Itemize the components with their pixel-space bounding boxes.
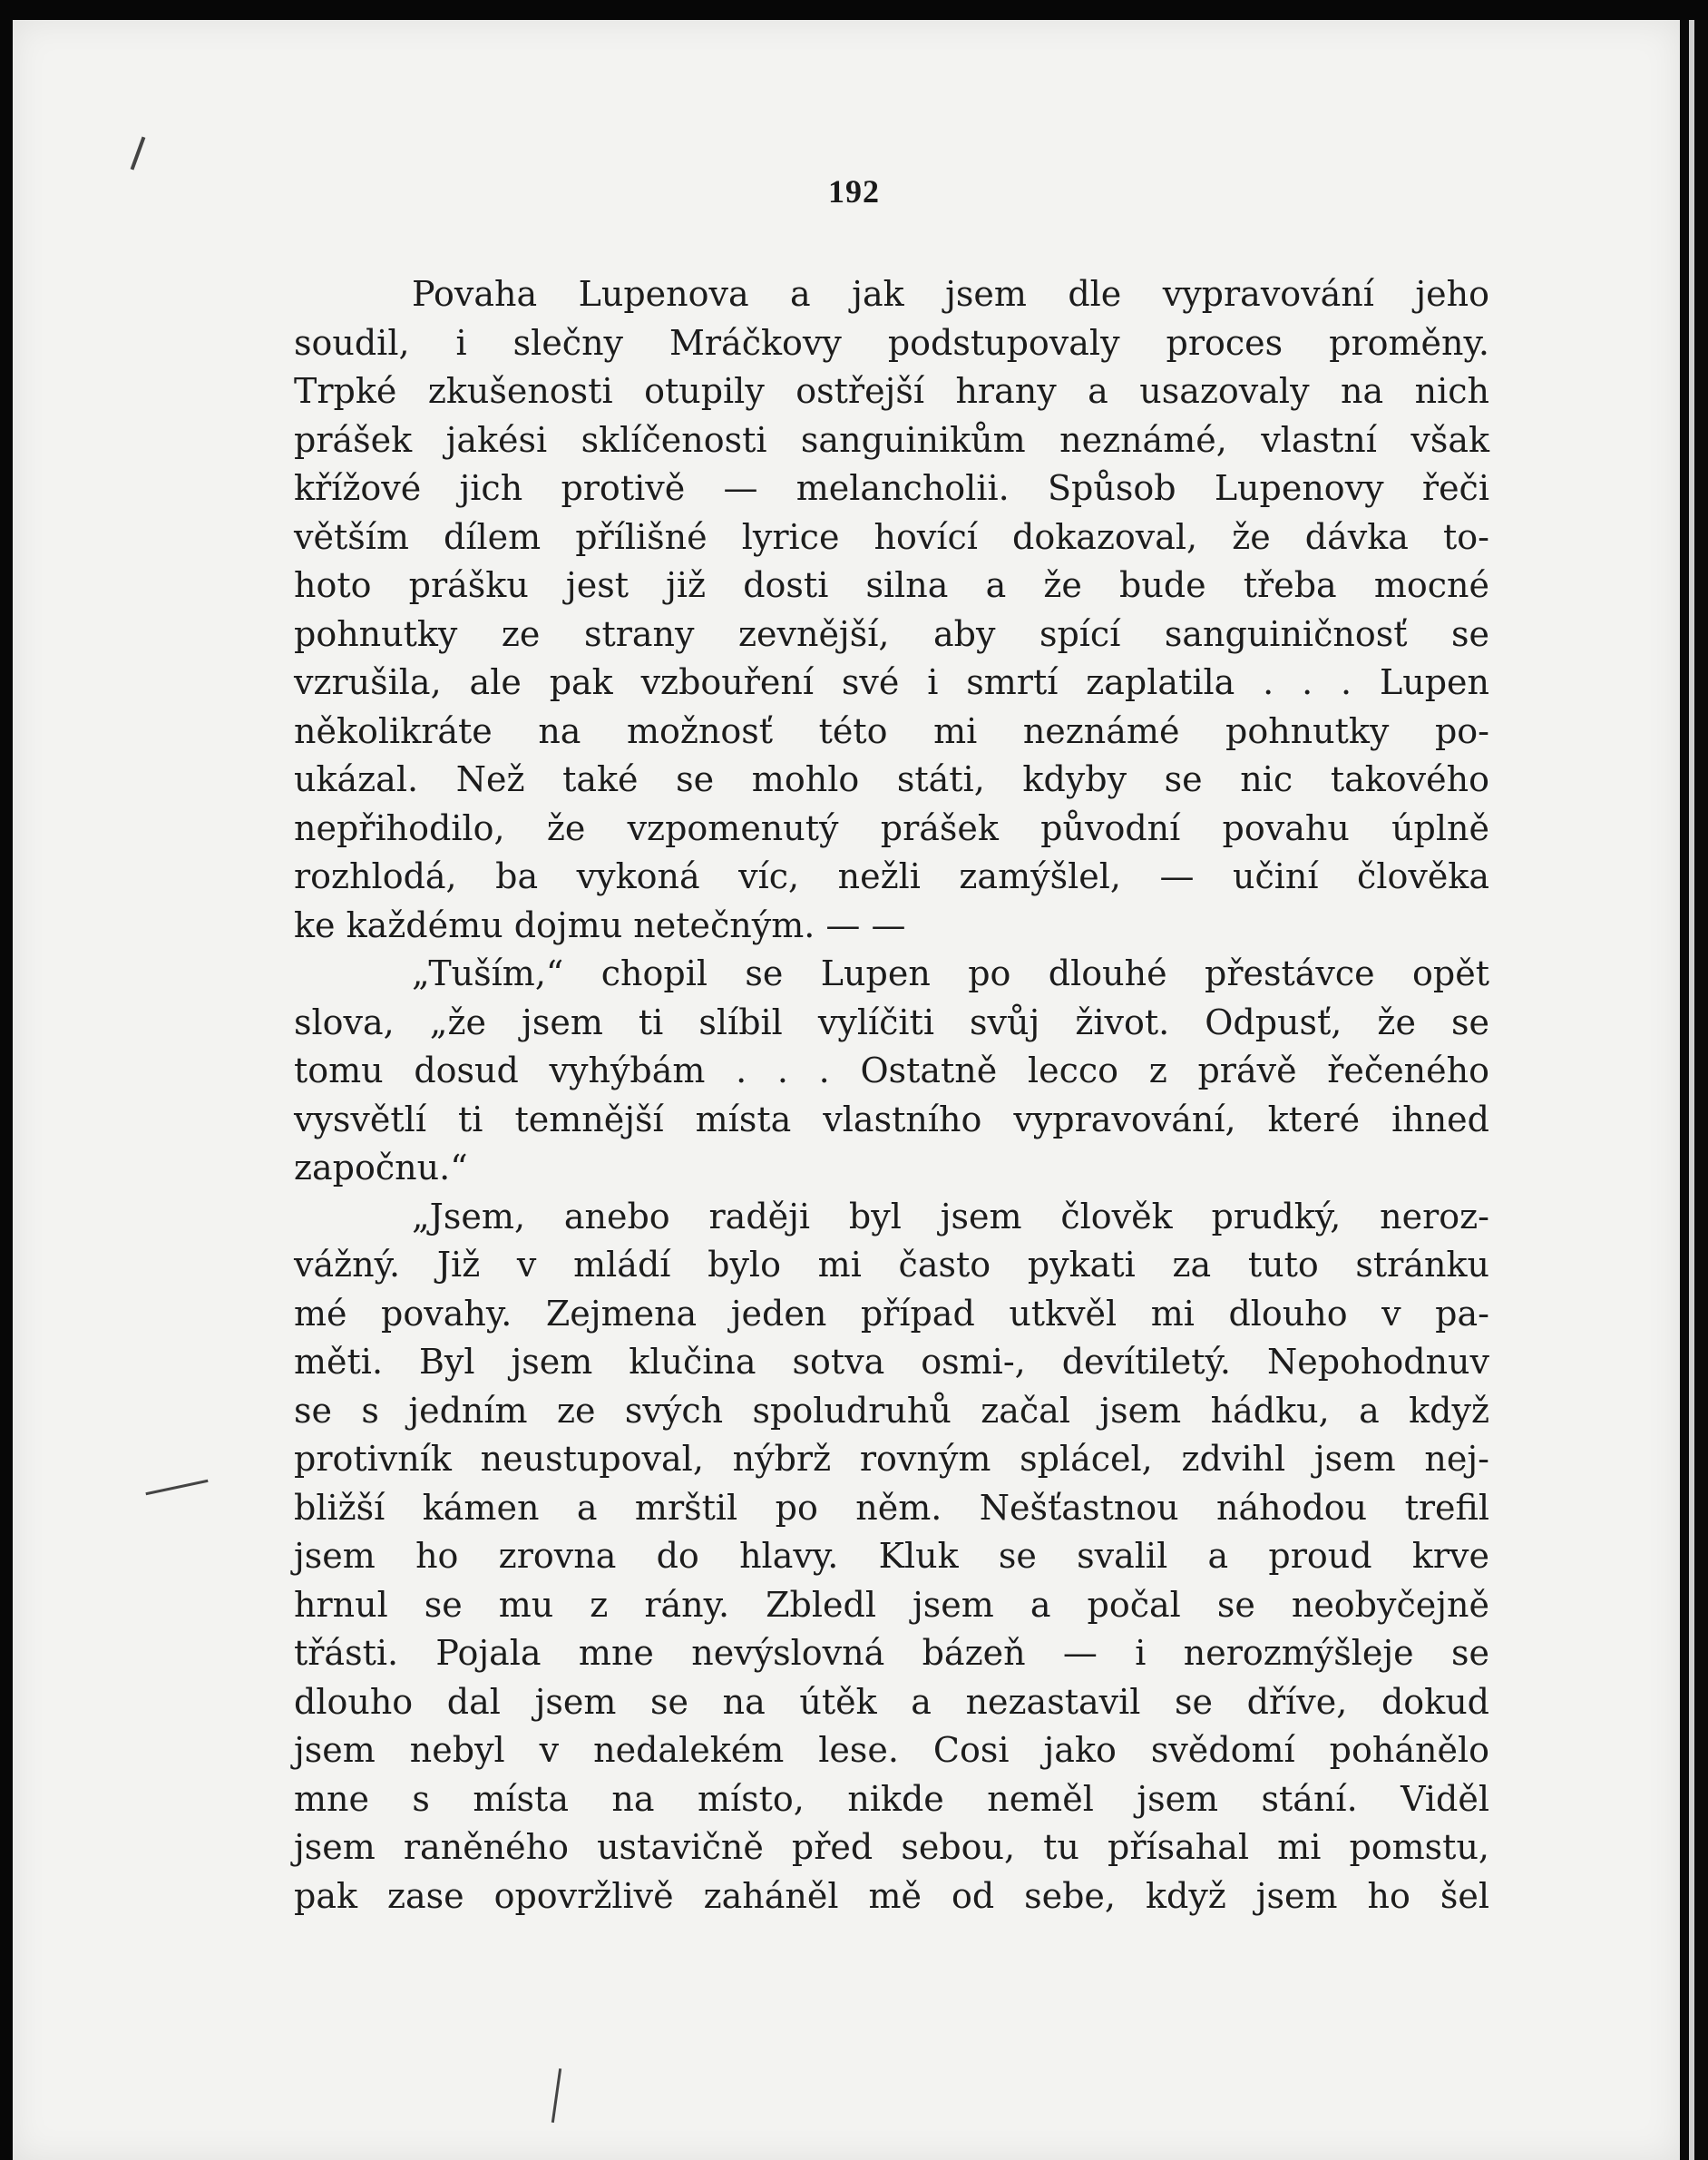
text-line: třásti. Pojala mne nevýslovná bázeň — i nerozmýšleje se	[294, 1633, 1489, 1673]
text-line: se s jedním ze svých spoludruhů začal jsem hádku, a když	[294, 1390, 1489, 1431]
text-line: větším dílem přílišné lyrice hovící dokazoval, že dávka to-	[294, 516, 1489, 557]
text-line: Povaha Lupenova a jak jsem dle vypravování jeho	[412, 274, 1489, 314]
text-line: vysvětlí ti temnější místa vlastního vypravování, které ihned	[294, 1099, 1489, 1139]
text-line: Trpké zkušenosti otupily ostřejší hrany a usazovaly na nich	[294, 371, 1489, 411]
text-line: bližší kámen a mrštil po něm. Nešťastnou náhodou trefil	[294, 1487, 1489, 1528]
page-number: 192	[828, 173, 880, 210]
page-edge-highlight	[1689, 20, 1694, 2160]
text-line: prášek jakési sklíčenosti sanguinikům neznámé, vlastní však	[294, 419, 1489, 460]
text-line: tomu dosud vyhýbám . . . Ostatně lecco z právě řečeného	[294, 1051, 1489, 1090]
text-line: ke každému dojmu netečným. — —	[294, 904, 906, 945]
text-line: jsem nebyl v nedalekém lese. Cosi jako svědomí pohánělo	[294, 1730, 1489, 1770]
text-line: měti. Byl jsem klučina sotva osmi-, devítiletý. Nepohodnuv	[294, 1342, 1489, 1382]
text-line: rozhlodá, ba vykoná víc, nežli zamýšlel, — učiní člověka	[294, 856, 1489, 896]
text-line: započnu.“	[294, 1148, 468, 1188]
text-line: dlouho dal jsem se na útěk a nezastavil se dříve, dokud	[294, 1681, 1489, 1722]
text-line: pak zase opovržlivě zaháněl mě od sebe, když jsem ho šel	[294, 1875, 1489, 1916]
text-line: jsem ho zrovna do hlavy. Kluk se svalil a proud krve	[294, 1536, 1489, 1576]
text-line: mne s místa na místo, nikde neměl jsem stání. Viděl	[294, 1778, 1489, 1819]
text-line: ukázal. Než také se mohlo státi, kdyby se nic takového	[294, 759, 1489, 799]
text-line: pohnutky ze strany zevnější, aby spící sanguiničnosť se	[294, 613, 1489, 654]
text-line: mé povahy. Zejmena jeden případ utkvěl mi dlouho v pa-	[294, 1293, 1489, 1334]
text-line: křížové jich protivě — melancholii. Spůsob Lupenovy řeči	[294, 468, 1489, 508]
text-line: vážný. Již v mládí bylo mi často pykati za tuto stránku	[294, 1245, 1489, 1285]
text-line: hrnul se mu z rány. Zbledl jsem a počal se neobyčejně	[294, 1584, 1489, 1625]
text-line: soudil, i slečny Mráčkovy podstupovaly proces proměny.	[294, 322, 1489, 363]
text-line: vzrušila, ale pak vzbouření své i smrtí zaplatila . . . Lupen	[294, 662, 1489, 702]
text-line: protivník neustupoval, nýbrž rovným splácel, zdvihl jsem nej-	[294, 1439, 1489, 1479]
text-line: „Jsem, anebo raději byl jsem člověk prudký, neroz-	[412, 1196, 1489, 1236]
text-line: nepřihodilo, že vzpomenutý prášek původní povahu úplně	[294, 807, 1489, 848]
body-text	[294, 270, 1489, 1921]
text-line: jsem raněného ustavičně před sebou, tu přísahal mi pomstu,	[294, 1827, 1489, 1867]
text-line: slova, „že jsem ti slíbil vylíčiti svůj život. Odpusť, že se	[294, 1002, 1489, 1042]
text-line: „Tuším,“ chopil se Lupen po dlouhé přestávce opět	[412, 953, 1489, 993]
text-line: hoto prášku jest již dosti silna a že bude třeba mocné	[294, 565, 1489, 605]
text-line: několikráte na možnosť této mi neznámé pohnutky po-	[294, 710, 1489, 751]
